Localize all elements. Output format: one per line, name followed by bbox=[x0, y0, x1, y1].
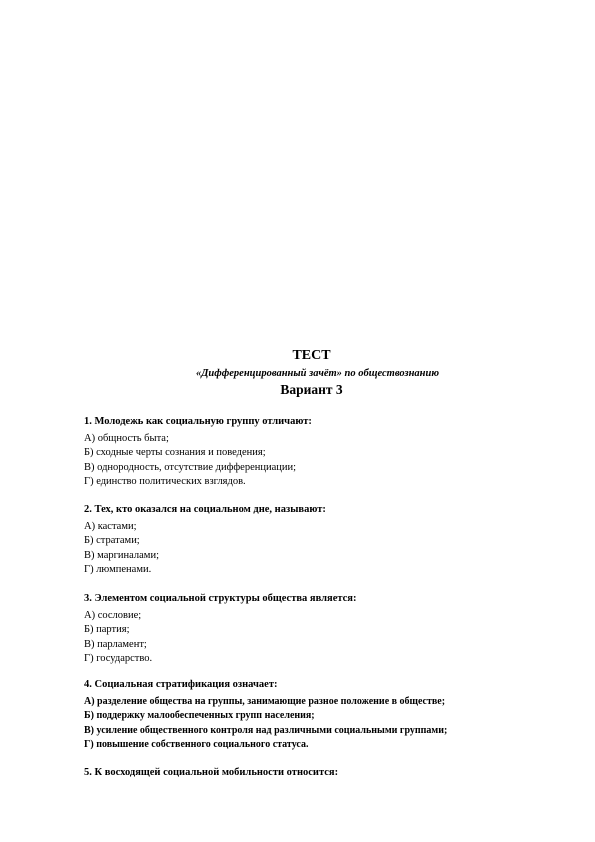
question-3-title: 3. Элементом социальной структуры общества является: bbox=[84, 593, 357, 604]
question-4-option-c: В) усиление общественного контроля над различными социальными группами; bbox=[84, 724, 448, 736]
question-1 bbox=[84, 415, 564, 490]
question-1-option-c: В) однородность, отсутствие дифференциации; bbox=[84, 461, 297, 473]
question-2-option-b: Б) стратами; bbox=[84, 535, 140, 546]
question-4-option-d: Г) повышение собственного социального статуса. bbox=[84, 739, 309, 750]
question-1-title: 1. Молодежь как социальную группу отличают: bbox=[84, 416, 312, 427]
question-2-option-a: А) кастами; bbox=[84, 520, 137, 532]
question-5-title: 5. К восходящей социальной мобильности относится: bbox=[84, 767, 339, 778]
test-title: ТЕСТ bbox=[292, 348, 331, 363]
question-2 bbox=[84, 503, 564, 578]
question-2-title: 2. Тех, кто оказался на социальном дне, называют: bbox=[84, 504, 326, 515]
question-1-option-d: Г) единство политических взглядов. bbox=[84, 476, 246, 487]
question-3-option-d: Г) государство. bbox=[84, 653, 153, 664]
question-3 bbox=[84, 592, 564, 667]
question-1-option-a: А) общность быта; bbox=[84, 432, 169, 444]
question-1-option-b: Б) сходные черты сознания и поведения; bbox=[84, 447, 266, 458]
question-4-title: 4. Социальная стратификация означает: bbox=[84, 679, 278, 690]
question-4 bbox=[84, 678, 564, 753]
question-3-option-a: А) сословие; bbox=[84, 609, 142, 621]
variant-label: Вариант 3 bbox=[280, 382, 343, 397]
question-3-option-b: Б) партия; bbox=[84, 624, 130, 635]
question-5 bbox=[84, 766, 564, 783]
question-1-options bbox=[84, 432, 564, 490]
question-3-option-c: В) парламент; bbox=[84, 638, 147, 650]
test-subtitle: «Дифференцированный зачёт» по обществознанию bbox=[195, 368, 440, 379]
question-4-option-a: А) разделение общества на группы, занимающие разное положение в обществе; bbox=[84, 695, 446, 707]
question-4-option-b: Б) поддержку малообеспеченных групп населения; bbox=[84, 710, 315, 721]
question-3-options bbox=[84, 609, 564, 667]
question-4-options bbox=[84, 695, 564, 753]
question-2-options bbox=[84, 520, 564, 578]
question-2-option-d: Г) люмпенами. bbox=[84, 564, 152, 575]
question-2-option-c: В) маргиналами; bbox=[84, 549, 159, 561]
